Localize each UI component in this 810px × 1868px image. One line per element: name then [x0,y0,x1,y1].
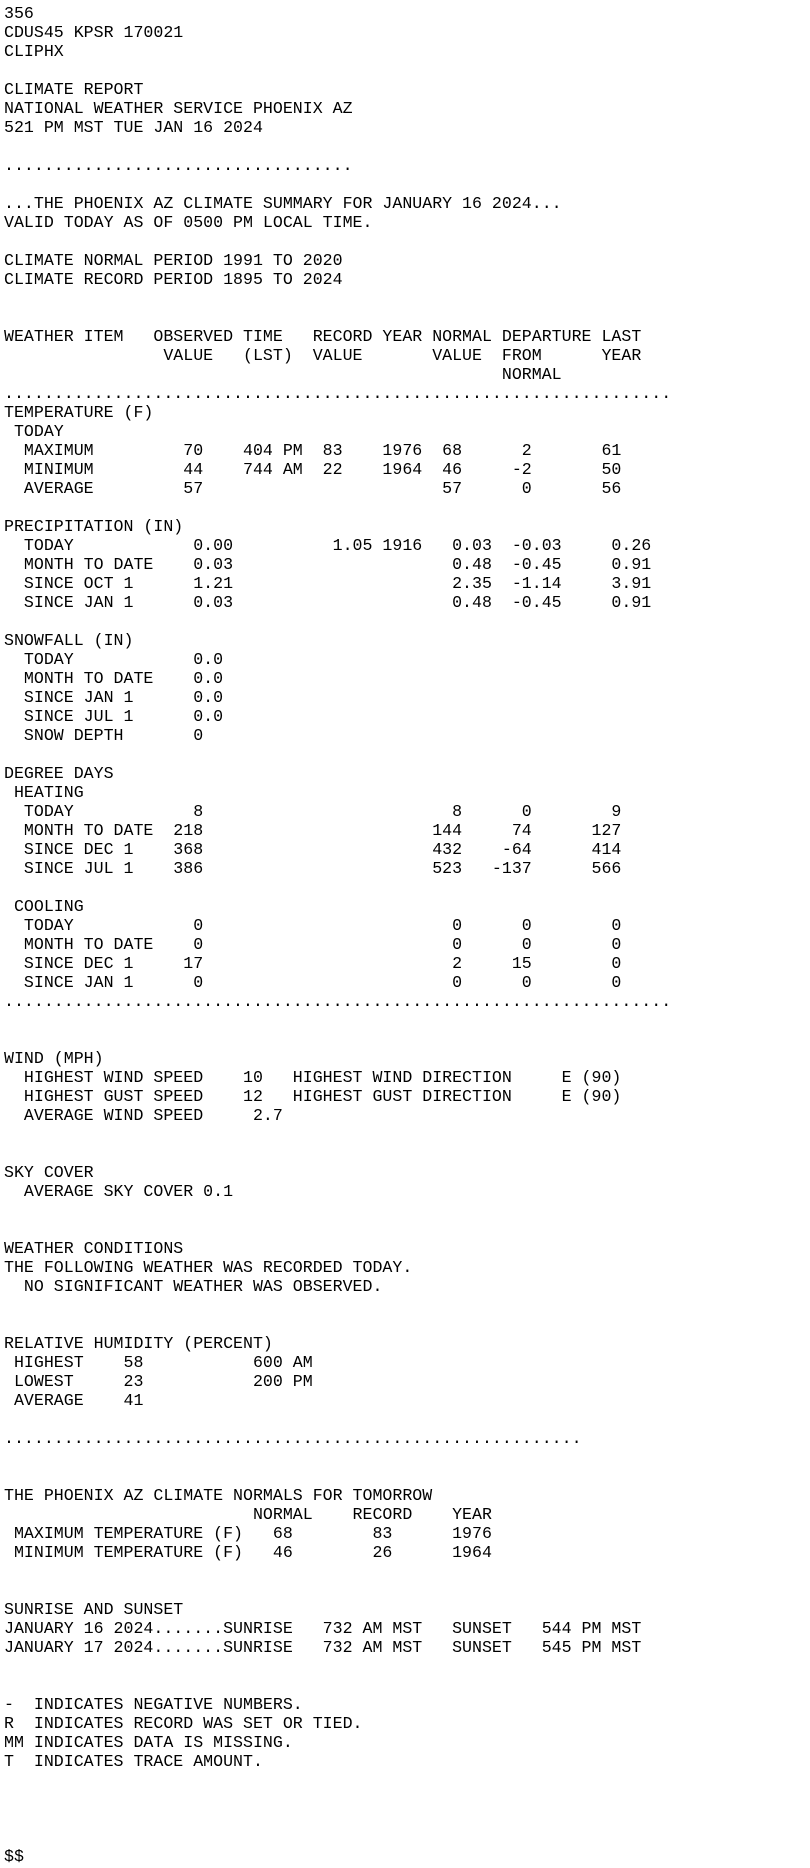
report-line: TODAY [4,422,64,441]
report-line: AVERAGE 41 [4,1391,144,1410]
blank-line [4,1201,671,1220]
report-line: T INDICATES TRACE AMOUNT. [4,1752,263,1771]
report-line: SINCE DEC 1 17 2 15 0 [4,954,622,973]
blank-line [4,1562,671,1581]
blank-line [4,1410,671,1429]
report-line: JANUARY 16 2024.......SUNRISE 732 AM MST SUNSET 544 PM MST [4,1619,642,1638]
blank-line [4,1467,671,1486]
blank-line [4,1296,671,1315]
blank-line [4,137,671,156]
blank-line [4,1030,671,1049]
report-line: THE PHOENIX AZ CLIMATE NORMALS FOR TOMORROW [4,1486,433,1505]
report-line: SNOW DEPTH 0 [4,726,204,745]
report-line: SINCE JAN 1 0 0 0 0 [4,973,622,992]
report-line: SINCE OCT 1 1.21 2.35 -1.14 3.91 [4,574,652,593]
report-line: MAXIMUM TEMPERATURE (F) 68 83 1976 [4,1524,492,1543]
blank-line [4,1125,671,1144]
report-line: R INDICATES RECORD WAS SET OR TIED. [4,1714,363,1733]
report-line: THE FOLLOWING WEATHER WAS RECORDED TODAY. [4,1258,413,1277]
report-line: DEGREE DAYS [4,764,114,783]
report-line: JANUARY 17 2024.......SUNRISE 732 AM MST SUNSET 545 PM MST [4,1638,642,1657]
blank-line [4,1144,671,1163]
report-line: TODAY 0.0 [4,650,224,669]
report-line: MONTH TO DATE 0 0 0 0 [4,935,622,954]
report-line: 521 PM MST TUE JAN 16 2024 [4,118,263,137]
blank-line [4,1011,671,1030]
blank-line [4,1315,671,1334]
blank-line [4,1828,671,1847]
report-line: NORMAL [4,365,562,384]
report-line: RELATIVE HUMIDITY (PERCENT) [4,1334,273,1353]
report-line: SINCE JAN 1 0.03 0.48 -0.45 0.91 [4,593,652,612]
report-line: ................................................................... [4,384,672,403]
blank-line [4,1676,671,1695]
blank-line [4,1771,671,1790]
blank-line [4,289,671,308]
report-line: CLIMATE NORMAL PERIOD 1991 TO 2020 [4,251,343,270]
report-line: TODAY 0 0 0 0 [4,916,622,935]
report-line: TEMPERATURE (F) [4,403,154,422]
report-line: ................................................................... [4,992,672,1011]
report-line: VALUE (LST) VALUE VALUE FROM YEAR [4,346,642,365]
report-line: CLIPHX [4,42,64,61]
report-line: SINCE DEC 1 368 432 -64 414 [4,840,622,859]
report-line: ...THE PHOENIX AZ CLIMATE SUMMARY FOR JANUARY 16 2024... [4,194,562,213]
blank-line [4,175,671,194]
blank-line [4,61,671,80]
blank-line [4,1657,671,1676]
report-line: CDUS45 KPSR 170021 [4,23,184,42]
blank-line [4,612,671,631]
report-line: MM INDICATES DATA IS MISSING. [4,1733,293,1752]
blank-line [4,878,671,897]
report-line: $$ [4,1847,24,1866]
blank-line [4,308,671,327]
report-line: WEATHER ITEM OBSERVED TIME RECORD YEAR NORMAL DEPARTURE LAST [4,327,642,346]
climate-report-text [4,4,671,1866]
report-line: WIND (MPH) [4,1049,104,1068]
blank-line [4,498,671,517]
report-line: - INDICATES NEGATIVE NUMBERS. [4,1695,303,1714]
report-line: AVERAGE WIND SPEED 2.7 [4,1106,283,1125]
report-line: HIGHEST 58 600 AM [4,1353,313,1372]
report-line: SINCE JUL 1 386 523 -137 566 [4,859,622,878]
report-line: SKY COVER [4,1163,94,1182]
report-line: TODAY 8 8 0 9 [4,802,622,821]
report-line: CLIMATE RECORD PERIOD 1895 TO 2024 [4,270,343,289]
report-line: VALID TODAY AS OF 0500 PM LOCAL TIME. [4,213,373,232]
blank-line [4,1809,671,1828]
report-line: MAXIMUM 70 404 PM 83 1976 68 2 61 [4,441,622,460]
report-line: LOWEST 23 200 PM [4,1372,313,1391]
report-line: WEATHER CONDITIONS [4,1239,184,1258]
report-line: MINIMUM TEMPERATURE (F) 46 26 1964 [4,1543,492,1562]
report-line: COOLING [4,897,84,916]
report-line: HIGHEST GUST SPEED 12 HIGHEST GUST DIRECTION E (90) [4,1087,622,1106]
report-line: MONTH TO DATE 0.03 0.48 -0.45 0.91 [4,555,652,574]
report-line: SINCE JUL 1 0.0 [4,707,224,726]
report-line: NORMAL RECORD YEAR [4,1505,492,1524]
blank-line [4,1581,671,1600]
report-line: 356 [4,4,34,23]
report-line: HIGHEST WIND SPEED 10 HIGHEST WIND DIRECTION E (90) [4,1068,622,1087]
blank-line [4,1790,671,1809]
blank-line [4,745,671,764]
report-line: CLIMATE REPORT [4,80,144,99]
report-line: AVERAGE 57 57 0 56 [4,479,622,498]
report-line: HEATING [4,783,84,802]
report-line: AVERAGE SKY COVER 0.1 [4,1182,234,1201]
report-line: NATIONAL WEATHER SERVICE PHOENIX AZ [4,99,353,118]
report-line: MINIMUM 44 744 AM 22 1964 46 -2 50 [4,460,622,479]
report-line: PRECIPITATION (IN) [4,517,184,536]
report-line: MONTH TO DATE 0.0 [4,669,224,688]
report-line: ................................... [4,156,353,175]
report-line: .......................................................... [4,1429,582,1448]
report-line: TODAY 0.00 1.05 1916 0.03 -0.03 0.26 [4,536,652,555]
blank-line [4,1220,671,1239]
blank-line [4,1448,671,1467]
report-line: SINCE JAN 1 0.0 [4,688,224,707]
blank-line [4,232,671,251]
report-line: SNOWFALL (IN) [4,631,134,650]
report-line: MONTH TO DATE 218 144 74 127 [4,821,622,840]
report-line: SUNRISE AND SUNSET [4,1600,184,1619]
report-line: NO SIGNIFICANT WEATHER WAS OBSERVED. [4,1277,383,1296]
